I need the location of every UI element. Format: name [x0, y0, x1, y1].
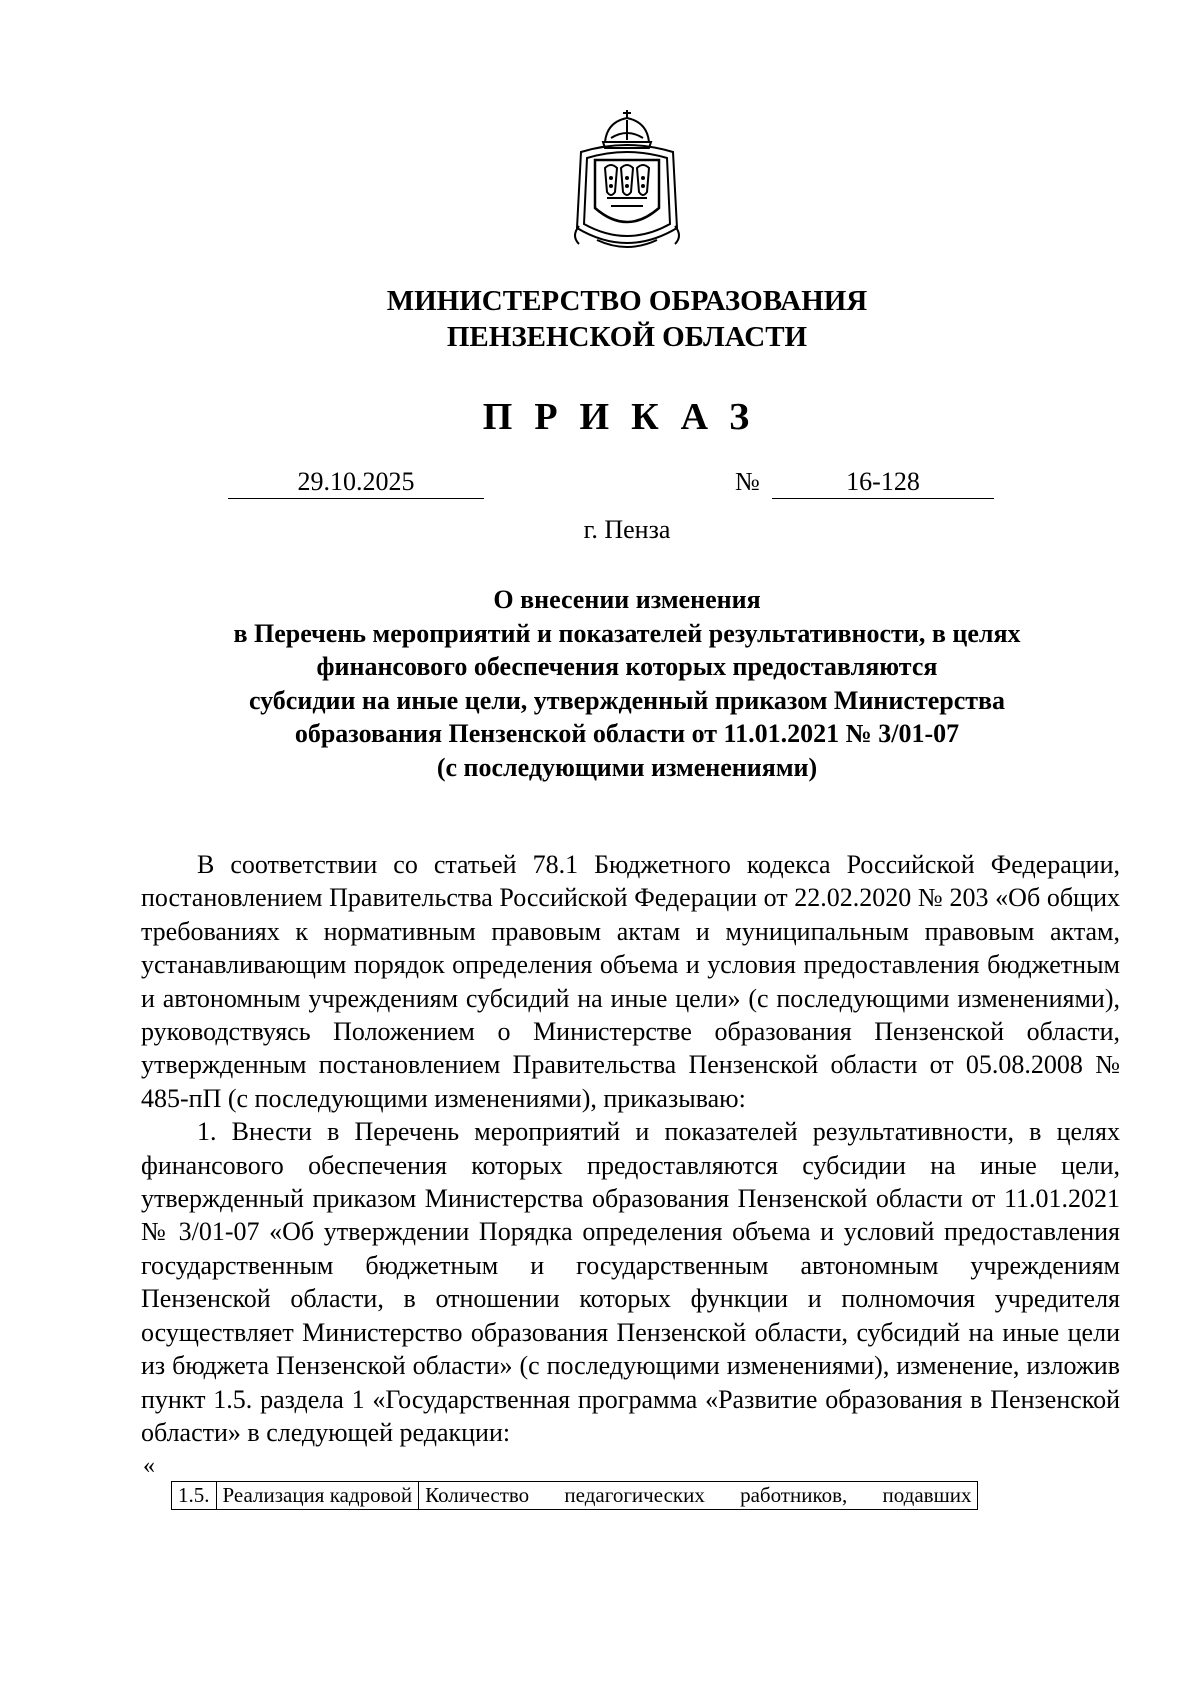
- table-row: [172, 1482, 978, 1510]
- subject-line: финансового обеспечения которых предоставляются: [316, 652, 938, 681]
- document-type-title: ПРИКАЗ: [482, 396, 772, 438]
- number-sign: №: [735, 467, 760, 496]
- table-cell-activity: Реализация кадровой: [216, 1482, 419, 1510]
- subject-line: в Перечень мероприятий и показателей результативности, в целях: [233, 618, 1021, 648]
- order-body: [141, 848, 1120, 1449]
- ministry-name: [0, 283, 1200, 355]
- table-cell-number: 1.5.: [172, 1482, 217, 1510]
- amendment-table: [171, 1481, 978, 1510]
- item-1-paragraph: 1. Внести в Перечень мероприятий и показателей результативности, в целях финансового обеспечения которых предоставляются субсидии на иные цели, утвержденный приказом Министерства образования Пензенской области от 11.01.2021 № 3/01-07 «Об утверждении Порядка определения объема и условий предоставления государственным бюджетным и государственным автономным учреждениям Пензенской области, в отношении которых функции и полномочия учредителя осуществляет Министерство образования Пензенской области, субсидий на иные цели из бюджета Пензенской области» (с последующими изменениями), изменение, изложив пункт 1.5. раздела 1 «Государственная программа «Развитие образования в Пензенской области» в следующей редакции:: [141, 1117, 1120, 1447]
- subject-line: О внесении изменения: [493, 585, 761, 614]
- order-number: 16-128: [772, 466, 994, 499]
- subject-line: образования Пензенской области от 11.01.2021 № 3/01-07: [294, 719, 960, 748]
- table-cell-indicator: Количество педагогических работников, подавших: [419, 1482, 978, 1510]
- subject-line: (с последующими изменениями): [436, 752, 818, 782]
- city-name: г. Пенза: [583, 515, 671, 544]
- subject-line: субсидии на иные цели, утвержденный приказом Министерства: [248, 685, 1006, 715]
- order-date: 29.10.2025: [228, 466, 484, 499]
- opening-quote: «: [143, 1453, 155, 1479]
- ministry-name-line1: МИНИСТЕРСТВО ОБРАЗОВАНИЯ: [386, 285, 868, 317]
- ministry-name-line2: ПЕНЗЕНСКОЙ ОБЛАСТИ: [446, 321, 808, 353]
- order-subject: [140, 583, 1114, 784]
- preamble-paragraph: В соответствии со статьей 78.1 Бюджетного кодекса Российской Федерации, постановлением Правительства Российской Федерации от 22.02.2020 № 203 «Об общих требованиях к нормативным правовым актам и муниципальным правовым актам, устанавливающим порядок определения объема и условия предоставления бюджетным и автономным учреждениям субсидий на иные цели» (с последующими изменениями), руководствуясь Положением о Министерстве образования Пензенской области, утвержденным постановлением Правительства Пензенской области от 05.08.2008 № 485-пП (с последующими изменениями), приказываю:: [141, 850, 1120, 1113]
- coat-of-arms-icon: [567, 108, 687, 256]
